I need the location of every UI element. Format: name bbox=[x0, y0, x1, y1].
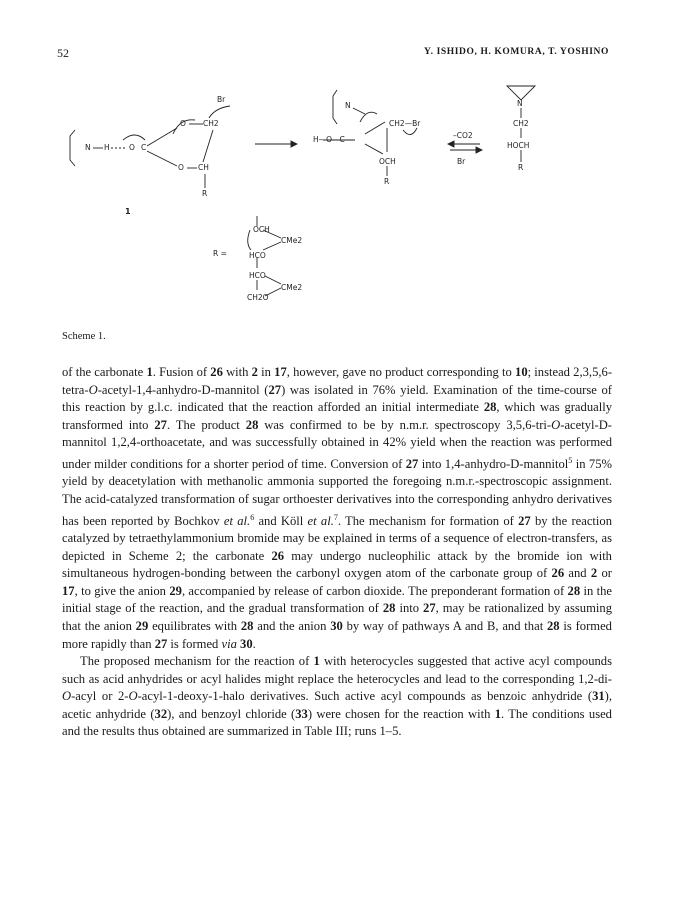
label-r-equals: R = bbox=[213, 249, 227, 258]
bond-c-o-mid bbox=[365, 122, 385, 134]
bond-r-cme2-2a bbox=[265, 276, 281, 284]
bracket-mid bbox=[333, 90, 337, 124]
label-n-b: N bbox=[345, 101, 351, 110]
label-minus-co2: –CO2 bbox=[453, 131, 473, 140]
label-ch2-c: CH2 bbox=[513, 119, 529, 128]
label-h-a: H bbox=[104, 143, 110, 152]
paragraph-2: The proposed mechanism for the reaction of 1 with heterocycles suggested that active acyl compounds such as acid anhydrides or acyl halides might replace the heterocycles and lead to the corresponding 1,2-di-O-acyl or 2-O-acyl-1-deoxy-1-halo derivatives. Such active acyl compounds as benzoic anhydride (31), acetic anhydride (32), and benzoyl chloride (33) were chosen for the reaction with 1. The conditions used and the results thus obtained are summarized in Table III; runs 1–5. bbox=[62, 654, 612, 739]
label-n-a: N bbox=[85, 143, 91, 152]
arrow-curved-5 bbox=[360, 112, 377, 122]
label-hoch: HOCH bbox=[507, 141, 530, 150]
arrow-curved-1 bbox=[123, 135, 145, 140]
label-ch2-b: CH2—Br bbox=[389, 119, 421, 128]
bond-r-cme2-1b bbox=[263, 242, 281, 250]
label-o-a: O bbox=[180, 119, 186, 128]
arrow-curved-4 bbox=[403, 128, 417, 135]
bond-ch2-ch bbox=[203, 130, 213, 162]
arrowhead-2 bbox=[448, 141, 454, 147]
label-cme2-1: CMe2 bbox=[281, 236, 303, 245]
bracket-left bbox=[70, 130, 75, 166]
label-br-minus: Br bbox=[457, 157, 466, 166]
triangle-ring bbox=[507, 86, 535, 100]
label-br-top: Br bbox=[217, 95, 226, 104]
arrow-curved-3 bbox=[209, 106, 230, 118]
arrowhead-1 bbox=[291, 141, 297, 147]
label-compound-1: 1 bbox=[125, 207, 131, 216]
label-ch2o: CH2O bbox=[247, 293, 269, 302]
reaction-scheme bbox=[55, 78, 615, 328]
label-r-c: R bbox=[518, 163, 524, 172]
label-och-r: OCH bbox=[253, 225, 270, 234]
label-o-b: O bbox=[129, 143, 135, 152]
paragraph-1: of the carbonate 1. Fusion of 26 with 2 in 17, however, gave no product corresponding to 10; instead 2,3,5,6-tetra-O-acetyl-1,4-anhydro-D-mannitol (27) was isolated in 76% yield. Examination of the time-course of this reaction by g.l.c. indicated that the reaction afforded an initial intermediate 28, which was gradually transformed into 27. The product 28 was confirmed to be by n.m.r. spectroscopy 3,5,6-tri-O-acetyl-D-mannitol 1,2,4-orthoacetate, and was successfully obtained in 42% yield when the reaction was performed under milder conditions for a shorter period of time. Conversion of 27 into 1,4-anhydro-D-mannitol$^5$ in 75% yield by deacetylation with methanolic ammonia supported the foregoing n.m.r.-spectroscopic assignment. The acid-catalyzed transformation of sugar orthoester derivatives into the corresponding anhydro derivatives has been reported by Bochkov et al.$^6$ and Köll et al.$^7$. The mechanism for formation of 27 by the reaction catalyzed by tetraethylammonium bromide may be explained in terms of a sequence of electron-transfers, as depicted in Scheme 2; the carbonate 26 may undergo nucleophilic attack by the bromide ion with simultaneous hydrogen-bonding between the carbonyl oxygen atom of the carbonate group of 26 and 2 or 17, to give the anion 29, accompanied by release of carbon dioxide. The preponderant formation of 28 in the initial stage of the reaction, and the gradual transformation of 28 into 27, may be rationalized by assuming that the anion 29 equilibrates with 28 and the anion 30 by way of pathways A and B, and that 28 is formed more rapidly than 27 is formed via 30. bbox=[62, 365, 613, 651]
running-head: Y. ISHIDO, H. KOMURA, T. YOSHINO bbox=[424, 47, 609, 57]
body-text bbox=[62, 364, 612, 741]
label-och-b: OCH bbox=[379, 157, 396, 166]
label-r-b: R bbox=[384, 177, 390, 186]
scheme-caption: Scheme 1. bbox=[62, 331, 106, 342]
label-r-a: R bbox=[202, 189, 208, 198]
label-o-c: O bbox=[178, 163, 184, 172]
bond-c-o-b bbox=[147, 151, 177, 166]
label-hco-1: HCO bbox=[249, 251, 266, 260]
scheme-1-figure bbox=[55, 78, 615, 328]
bond-r-ring-1 bbox=[248, 230, 251, 250]
bond-c-och bbox=[365, 144, 383, 154]
label-cme2-2: CMe2 bbox=[281, 283, 303, 292]
label-ch2-a: CH2 bbox=[203, 119, 219, 128]
label-h-o: H—O—C bbox=[313, 135, 345, 144]
label-hco-2: HCO bbox=[249, 271, 266, 280]
label-n-c: N bbox=[517, 99, 523, 108]
arrowhead-3 bbox=[476, 147, 482, 153]
bond-n-curve bbox=[353, 108, 365, 114]
bond-c-o-a bbox=[147, 128, 177, 146]
label-c-a: C bbox=[141, 143, 147, 152]
page-number: 52 bbox=[57, 46, 69, 60]
label-ch-a: CH bbox=[198, 163, 209, 172]
